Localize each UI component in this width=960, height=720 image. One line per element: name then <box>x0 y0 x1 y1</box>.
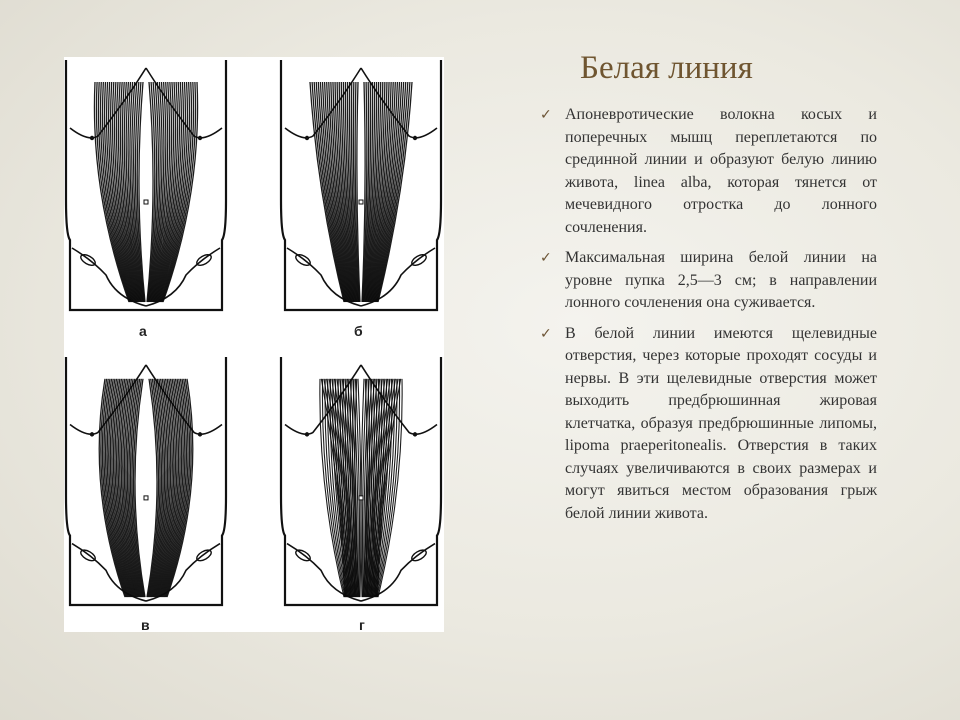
figure-label-a: а <box>139 323 147 339</box>
bullet-text: Апоневротические волокна косых и поперечных мышц переплетаются по срединной линии и образуют белую линию живота, linea alba, которая тянется от мечевидного отростка до лонного сочленения. <box>565 106 877 236</box>
check-icon: ✓ <box>540 107 552 123</box>
slide-title: Белая линия <box>580 50 753 86</box>
bullet-item <box>540 247 877 315</box>
bullet-text: Максимальная ширина белой линии на уровне пупка 2,5—3 см; в направлении лонного сочленения она суживается. <box>565 249 877 311</box>
bullet-item <box>540 104 877 239</box>
check-icon: ✓ <box>540 250 552 266</box>
anatomy-figure <box>64 57 444 632</box>
figure-label-v: в <box>141 617 150 633</box>
bullet-text: В белой линии имеются щелевидные отверстия, через которые проходят сосуды и нервы. В эти щелевидные отверстия может выходить предбрюшинная жировая клетчатка, образуя предбрюшинные липомы, lipoma praeperitonealis. Отверстия в таких случаях увеличиваются в своих размерах и могут явиться местом образования грыж белой линии живота. <box>565 324 877 522</box>
bullet-list <box>540 104 877 533</box>
figure-label-b: б <box>354 323 363 339</box>
bullet-item <box>540 323 877 526</box>
figure-label-g: г <box>359 617 365 633</box>
linea-alba-illustrations <box>64 57 444 632</box>
check-icon: ✓ <box>540 325 552 342</box>
